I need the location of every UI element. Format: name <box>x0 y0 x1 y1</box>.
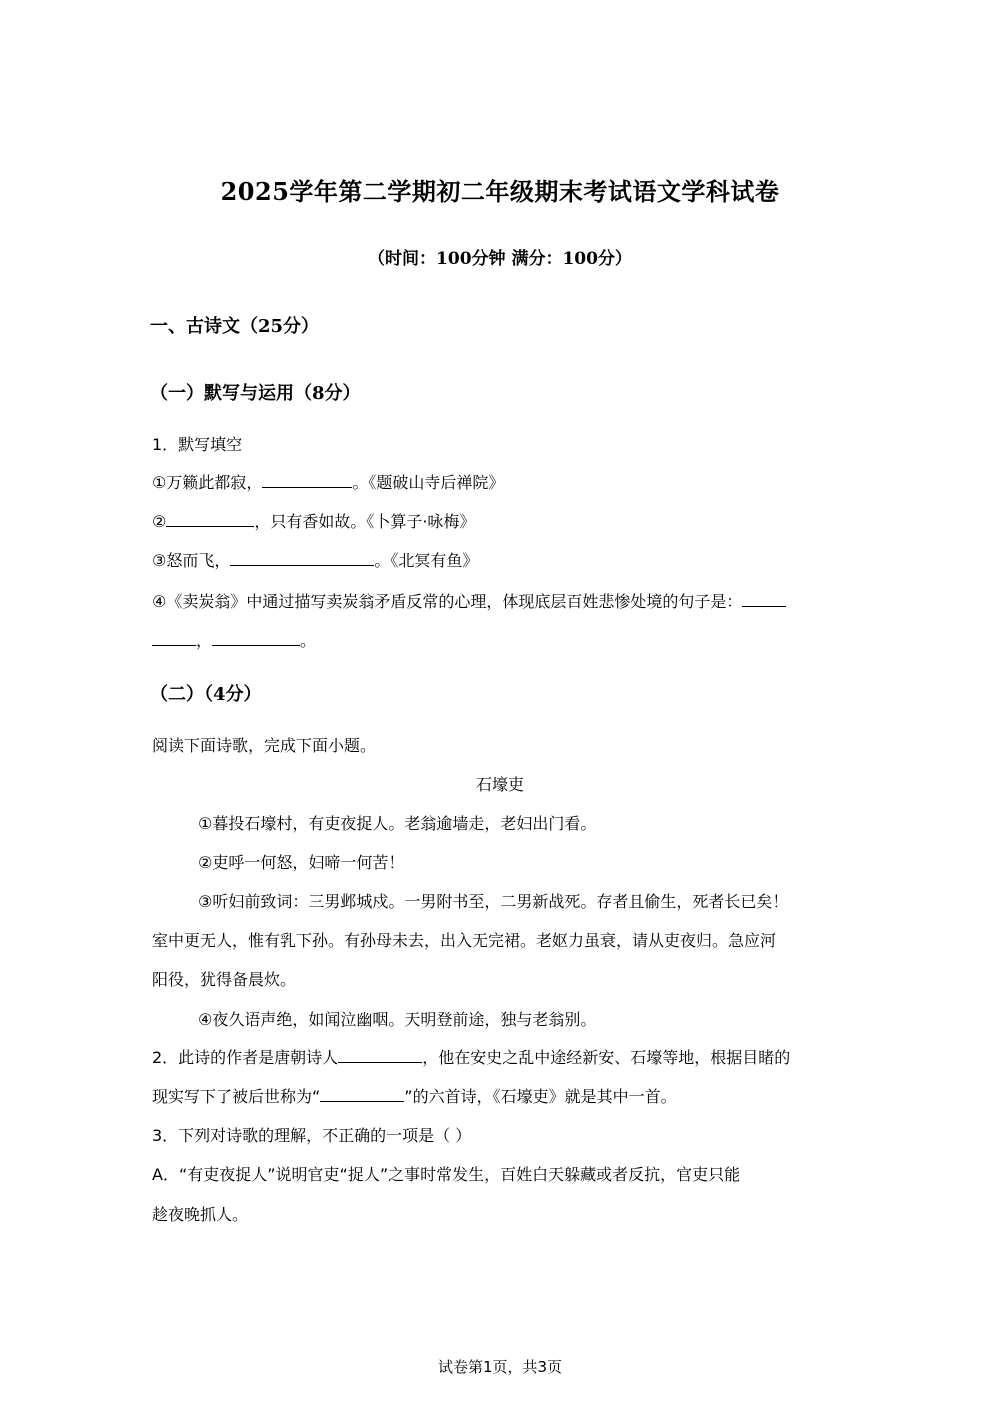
part2-heading: （二）（4分） <box>150 684 262 705</box>
answer-blank[interactable] <box>230 551 374 566</box>
question-3-stem: 3．下列对诗歌的理解，不正确的一项是（ ） <box>152 1126 472 1145</box>
question-3-option-a-continued: 趁夜晚抓人。 <box>152 1205 249 1224</box>
fill-item-3: ③怒而飞， 。《北冥有鱼》 <box>152 551 479 570</box>
poem-stanza-1: ①暮投石壕村，有吏夜捉人。老翁逾墙走，老妇出门看。 <box>198 814 597 833</box>
poem-stanza-3: ③听妇前致词：三男邺城戍。一男附书至，二男新战死。存者且偷生，死者长已矣！ <box>198 892 789 911</box>
question-2-line1: 2．此诗的作者是唐朝诗人 ，他在安史之乱中途经新安、石壕等地，根据目睹的 <box>152 1048 791 1067</box>
fill-item-4: ④《卖炭翁》中通过描写卖炭翁矛盾反常的心理，体现底层百姓悲惨处境的句子是： <box>152 591 786 613</box>
answer-blank[interactable] <box>320 1087 404 1102</box>
answer-blank[interactable] <box>166 512 254 527</box>
answer-blank[interactable] <box>152 631 196 646</box>
answer-blank[interactable] <box>338 1048 422 1063</box>
answer-blank[interactable] <box>212 631 300 646</box>
answer-blank[interactable] <box>262 473 352 488</box>
fill-item-1: ①万籁此都寂， 。《题破山寺后禅院》 <box>152 473 505 492</box>
question-1-label: 1．默写填空 <box>152 435 243 454</box>
question-2-line2: 现实写下了被后世称为“ ”的六首诗，《石壕吏》就是其中一首。 <box>152 1087 677 1106</box>
exam-title: 2025学年第二学期初二年级期末考试语文学科试卷 <box>220 177 780 206</box>
answer-blank[interactable] <box>742 592 786 607</box>
exam-subtitle: （时间：100分钟 满分：100分） <box>368 249 632 269</box>
part1-heading: （一）默写与运用（8分） <box>150 383 361 404</box>
reading-instruction: 阅读下面诗歌，完成下面小题。 <box>152 736 377 755</box>
fill-item-4-continued: ， 。 <box>152 630 316 652</box>
poem-stanza-3-line3: 阳役，犹得备晨炊。 <box>152 970 297 989</box>
poem-title: 石壕吏 <box>475 775 524 794</box>
fill-item-2: ② ，只有香如故。《卜算子·咏梅》 <box>152 512 476 531</box>
poem-stanza-2: ②吏呼一何怒，妇啼一何苦！ <box>198 853 405 872</box>
poem-stanza-3-line2: 室中更无人，惟有乳下孙。有孙母未去，出入无完裙。老妪力虽衰，请从吏夜归。急应河 <box>152 931 777 950</box>
question-3-option-a: A．“有吏夜捉人”说明官吏“捉人”之事时常发生，百姓白天躲藏或者反抗，官吏只能 <box>152 1165 741 1184</box>
poem-stanza-4: ④夜久语声绝，如闻泣幽咽。天明登前途，独与老翁别。 <box>198 1010 597 1029</box>
page-footer: 试卷第1页，共3页 <box>437 1358 563 1376</box>
section-heading-ancient-poetry: 一、古诗文（25分） <box>150 316 320 337</box>
